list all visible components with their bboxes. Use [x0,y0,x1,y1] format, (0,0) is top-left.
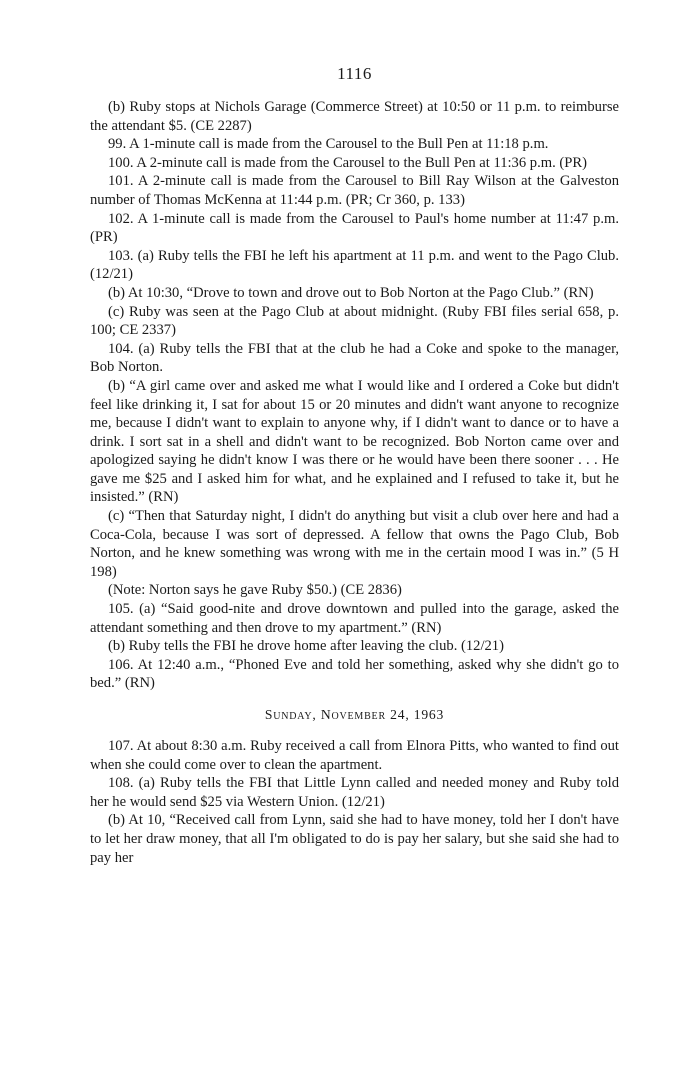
paragraph: (Note: Norton says he gave Ruby $50.) (CE 2836) [108,582,402,599]
section-heading: Sunday, November 24, 1963 [264,707,445,722]
paragraph: 99. A 1-minute call is made from the Carousel to the Bull Pen at 11:18 p.m. [108,136,549,153]
paragraph: (b) Ruby tells the FBI he drove home after leaving the club. (12/21) [108,638,504,655]
body-text-before [90,98,619,693]
paragraph: (b) At 10:30, “Drove to town and drove out to Bob Norton at the Pago Club.” (RN) [108,284,594,301]
paragraph: (b) At 10, “Received call from Lynn, said she had to have money, told her I don't have to let her draw money, that all I'm obligated to do is pay her salary, but she said she had to pay her [90,812,619,866]
paragraph: (c) Ruby was seen at the Pago Club at about midnight. (Ruby FBI files serial 658, p. 100; CE 2337) [90,303,619,339]
paragraph: (b) “A girl came over and asked me what I would like and I ordered a Coke but didn't feel like drinking it, I sat for about 15 or 20 minutes and didn't want anyone to recognize me, because I didn't want to explain to anyone why, if I didn't want to dance or to have a drink. I sort sat in a shell and didn't want to be recognized. Bob Norton came over and apologized saying he didn't know I was there or he would have been there sooner . . . He gave me $25 and I asked him for what, and he explained and I refused to take it, but he insisted.” (RN) [90,377,619,506]
paragraph: 103. (a) Ruby tells the FBI he left his apartment at 11 p.m. and went to the Pago Club. (12/21) [90,247,619,283]
paragraph: 105. (a) “Said good-nite and drove downtown and pulled into the garage, asked the attendant something and then drove to my apartment.” (RN) [90,601,619,636]
paragraph: 104. (a) Ruby tells the FBI that at the club he had a Coke and spoke to the manager, Bob Norton. [90,340,619,376]
page-number: 1116 [337,64,372,83]
body-text-after [90,737,619,867]
paragraph: (c) “Then that Saturday night, I didn't do anything but visit a club over here and had a Coca-Cola, because I was sort of depressed. A fellow that owns the Pago Club, Bob Norton, and he knew something was wrong with me in the certain mood I was in.” (5 H 198) [90,508,619,580]
paragraph: 108. (a) Ruby tells the FBI that Little Lynn called and needed money and Ruby told her he would send $25 via Western Union. (12/21) [90,775,619,810]
paragraph: (b) Ruby stops at Nichols Garage (Commerce Street) at 10:50 or 11 p.m. to reimburse the attendant $5. (CE 2287) [90,99,619,134]
paragraph: 107. At about 8:30 a.m. Ruby received a call from Elnora Pitts, who wanted to find out when she could come over to clean the apartment. [90,738,619,773]
paragraph: 100. A 2-minute call is made from the Carousel to the Bull Pen at 11:36 p.m. (PR) [108,154,587,171]
paragraph: 101. A 2-minute call is made from the Carousel to Bill Ray Wilson at the Galveston number of Thomas McKenna at 11:44 p.m. (PR; Cr 360, p. 133) [90,173,619,208]
paragraph: 106. At 12:40 a.m., “Phoned Eve and told her something, asked why she didn't go to bed.” (RN) [90,656,619,692]
paragraph: 102. A 1-minute call is made from the Carousel to Paul's home number at 11:47 p.m. (PR) [90,210,619,246]
